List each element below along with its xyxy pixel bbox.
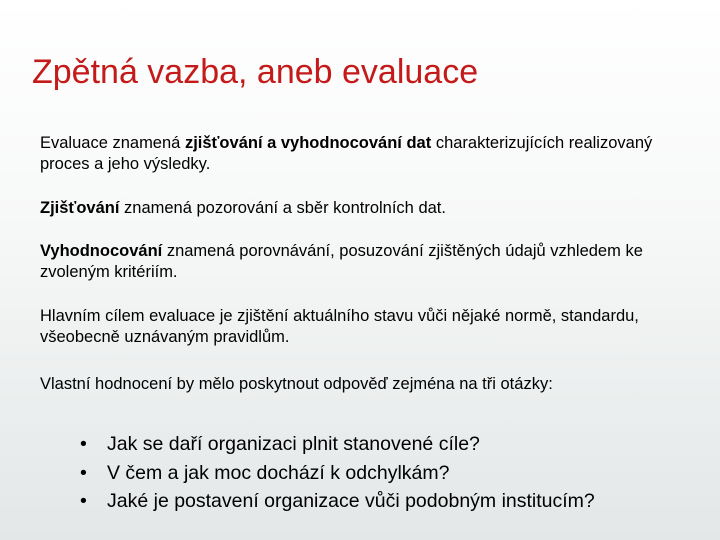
bullet-icon: • (80, 433, 87, 455)
paragraph-monitoring-definition (40, 198, 680, 219)
list-item (80, 487, 595, 516)
slide-title: Zpětná vazba, aneb evaluace (32, 53, 479, 91)
question-text: Jak se daří organizaci plnit stanovené cíle? (107, 433, 480, 455)
list-item (80, 430, 595, 459)
question-list (80, 430, 595, 516)
p1-text-start: Evaluace znamená (40, 134, 185, 152)
p1-text-end: charakterizujících realizovaný proces a jeho výsledky. (40, 134, 653, 173)
paragraph-main-goal: Hlavním cílem evaluace je zjištění aktuálního stavu vůči nějaké normě, standardu, všeobecně uznávaným pravidlům. (40, 307, 639, 346)
bullet-icon: • (80, 461, 87, 484)
question-text: Jaké je postavení organizace vůči podobným institucím? (107, 490, 595, 512)
paragraph-assessment-definition (40, 241, 680, 283)
p1-bold-term: zjišťování a vyhodnocování dat (184, 134, 432, 152)
paragraph-evaluation-definition (40, 133, 680, 175)
question-text: V čem a jak moc dochází k odchylkám? (107, 461, 450, 484)
p2-text: znamená pozorování a sběr kontrolních dat. (119, 199, 446, 217)
p3-bold-term: Vyhodnocování (40, 242, 163, 260)
p3-text: znamená porovnávání, posuzování zjištěných údajů vzhledem ke zvoleným kritériím. (40, 242, 643, 281)
p2-bold-term: Zjišťování (40, 199, 120, 217)
paragraph-self-evaluation: Vlastní hodnocení by mělo poskytnout odpověď zejména na tři otázky: (40, 375, 553, 393)
list-item (80, 459, 595, 488)
bullet-icon: • (80, 490, 87, 512)
